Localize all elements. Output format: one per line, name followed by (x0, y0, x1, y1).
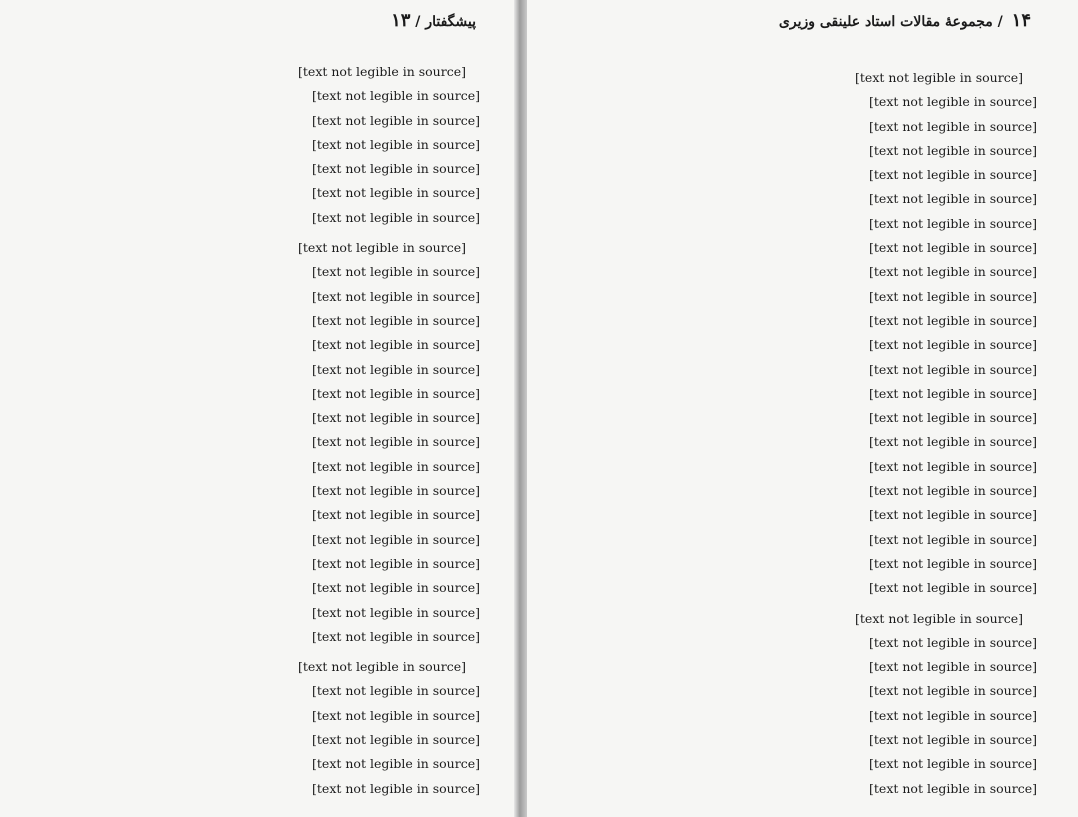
right-page-number: ۱۴ (1011, 10, 1031, 31)
text-line: [text not legible in source] (869, 385, 1037, 401)
text-line: [text not legible in source] (312, 209, 480, 225)
text-line: [text not legible in source] (312, 531, 480, 547)
text-line: [text not legible in source] (312, 732, 480, 748)
text-line: [text not legible in source] (312, 707, 480, 723)
left-page-header: پیشگفتار / ۱۳ (391, 10, 476, 31)
text-line: [text not legible in source] (869, 683, 1037, 699)
book-gutter (514, 0, 527, 817)
text-line: [text not legible in source] (869, 707, 1037, 723)
text-line: [text not legible in source] (869, 312, 1037, 328)
text-line: [text not legible in source] (312, 580, 480, 596)
text-line: [text not legible in source] (869, 756, 1037, 772)
text-line: [text not legible in source] (855, 70, 1023, 85)
text-line: [text not legible in source] (869, 337, 1037, 353)
text-line: [text not legible in source] (869, 531, 1037, 547)
text-line: [text not legible in source] (869, 483, 1037, 499)
text-line: [text not legible in source] (312, 458, 480, 474)
left-running-title: پیشگفتار (425, 14, 476, 30)
text-line: [text not legible in source] (869, 659, 1037, 675)
left-page-number: ۱۳ (391, 10, 411, 31)
text-line: [text not legible in source] (312, 756, 480, 772)
text-line: [text not legible in source] (298, 64, 466, 79)
text-line: [text not legible in source] (312, 604, 480, 620)
text-line: [text not legible in source] (869, 94, 1037, 110)
text-line: [text not legible in source] (869, 361, 1037, 377)
text-line: [text not legible in source] (869, 167, 1037, 183)
text-line: [text not legible in source] (312, 628, 480, 644)
text-line: [text not legible in source] (869, 580, 1037, 596)
text-line: [text not legible in source] (312, 683, 480, 699)
text-line: [text not legible in source] (312, 410, 480, 426)
text-line: [text not legible in source] (869, 215, 1037, 231)
text-line: [text not legible in source] (312, 337, 480, 353)
text-line: [text not legible in source] (312, 88, 480, 104)
text-line: [text not legible in source] (869, 264, 1037, 280)
text-line: [text not legible in source] (312, 264, 480, 280)
text-line: [text not legible in source] (869, 555, 1037, 571)
text-line: [text not legible in source] (312, 136, 480, 152)
text-line: [text not legible in source] (869, 118, 1037, 134)
text-line: [text not legible in source] (312, 483, 480, 499)
right-running-title: مجموعهٔ مقالات استاد علینقی وزیری (778, 14, 993, 30)
text-line: [text not legible in source] (312, 361, 480, 377)
text-line: [text not legible in source] (312, 555, 480, 571)
text-line: [text not legible in source] (869, 191, 1037, 207)
text-line: [text not legible in source] (312, 288, 480, 304)
right-page-body (567, 66, 1037, 801)
text-line: [text not legible in source] (312, 507, 480, 523)
text-line: [text not legible in source] (312, 312, 480, 328)
text-line: [text not legible in source] (312, 434, 480, 450)
text-line: [text not legible in source] (869, 780, 1037, 796)
text-line: [text not legible in source] (869, 410, 1037, 426)
text-line: [text not legible in source] (869, 634, 1037, 650)
text-line: [text not legible in source] (312, 780, 480, 796)
right-page-header: ۱۴ / مجموعهٔ مقالات استاد علینقی وزیری (778, 10, 1031, 31)
text-line: [text not legible in source] (869, 434, 1037, 450)
text-line: [text not legible in source] (869, 732, 1037, 748)
text-line: [text not legible in source] (312, 385, 480, 401)
text-line: [text not legible in source] (869, 288, 1037, 304)
text-line: [text not legible in source] (869, 142, 1037, 158)
text-line: [text not legible in source] (869, 240, 1037, 256)
text-line: [text not legible in source] (869, 507, 1037, 523)
text-line: [text not legible in source] (298, 659, 466, 675)
text-line: [text not legible in source] (869, 458, 1037, 474)
text-line: [text not legible in source] (312, 185, 480, 201)
text-line: [text not legible in source] (312, 112, 480, 128)
text-line: [text not legible in source] (855, 610, 1023, 626)
right-page (527, 0, 1078, 817)
text-line: [text not legible in source] (298, 240, 466, 256)
left-page-body (30, 60, 480, 801)
text-line: [text not legible in source] (312, 161, 480, 177)
left-page (0, 0, 514, 817)
